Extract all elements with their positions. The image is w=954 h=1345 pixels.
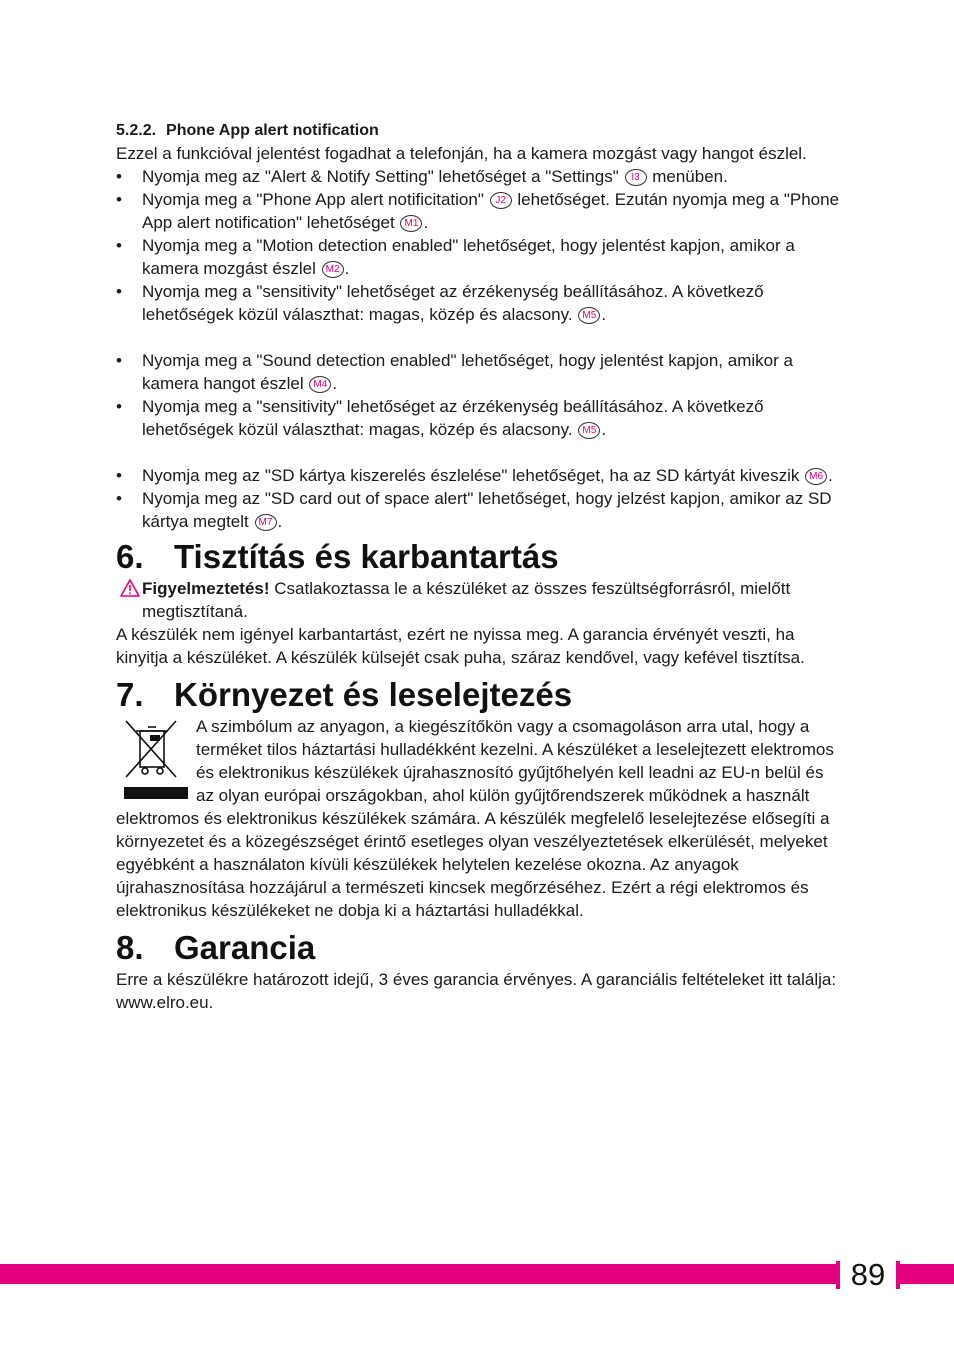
step-badge: M5 (578, 422, 600, 439)
list-item: • Nyomja meg az "SD card out of space alert" lehetőséget, hogy jelzést kapjon, amikor az SD kártya megtelt M7 . (116, 487, 844, 533)
section-body: Erre a készülékre határozott idejű, 3 éves garancia érvényes. A garanciális feltételeket itt találja: www.elro.eu. (116, 970, 837, 1012)
subsection-intro: Ezzel a funkcióval jelentést fogadhat a telefonján, ha a kamera mozgást vagy hangot észlel. (116, 144, 807, 163)
section-heading (116, 537, 844, 577)
step-badge: M6 (805, 468, 827, 485)
section-heading (116, 675, 844, 715)
list-item: • Nyomja meg a "sensitivity" lehetőséget az érzékenység beállításához. A következő lehetőségek közül választhat: magas, közép és alacsony. M5 . (116, 395, 844, 441)
section-number: 7. (116, 676, 144, 713)
warning-label: Figyelmeztetés! (142, 579, 270, 598)
subsection-number: 5.2.2. (116, 122, 157, 139)
list-item: • Nyomja meg a "sensitivity" lehetőséget az érzékenység beállításához. A következő lehetőségek közül választhat: magas, közép és alacsony. M5 . (116, 280, 844, 326)
list-item: • Nyomja meg a "Phone App alert notificitation" J2 lehetőséget. Ezután nyomja meg a "Phone App alert notification" lehetőséget M1 . (116, 188, 844, 234)
spacer (116, 326, 844, 349)
footer-bar (0, 1264, 954, 1284)
instruction-list (116, 464, 844, 533)
section-title: Környezet és leselejtezés (174, 676, 573, 713)
section-body: A szimbólum az anyagon, a kiegészítőkön vagy a csomagoláson arra utal, hogy a terméket tilos háztartási hulladékként kezelni. A készüléket a leselejtezett elektromos és elektronikus készülékek újrahasznosító gyűjtőhelyén kell leadni az EU-n belül és az olyan európai országokban, ahol külön gyűjtőrendszerek működnek a használt elektromos és elektronikus készülékek számára. A készülék megfelelő leselejtezése elősegíti a környezetet és a közegészséget érintő esetleges olyan veszélyeztetések elkerülését, melyeket egyébként a használaton kívüli készülékek helytelen kezelése okozna. Az anyagok újrahasznosítása hozzájárul a természeti kincsek megőrzéséhez. Ezért a régi elektromos és elektronikus készülékeket ne dobja ki a háztartási hulladékkal. (116, 717, 834, 920)
disposal-paragraph (116, 715, 844, 922)
step-badge: I3 (625, 169, 647, 186)
warning-text: Csatlakoztassa le a készüléket az összes feszültségforrásról, mielőtt megtisztítaná. (142, 579, 791, 621)
warning-triangle-icon (120, 579, 140, 603)
list-item: • Nyomja meg az "SD kártya kiszerelés észlelése" lehetőséget, ha az SD kártyát kiveszik M6 . (116, 464, 844, 487)
section-number: 6. (116, 538, 144, 575)
page-number: 89 (850, 1257, 886, 1292)
list-item: • Nyomja meg a "Sound detection enabled" lehetőséget, hogy jelentést kapjon, amikor a kamera hangot észlel M4 . (116, 349, 844, 395)
instruction-list (116, 165, 844, 326)
crossed-out-wheelie-bin-icon (122, 717, 188, 803)
step-badge: M2 (322, 261, 344, 278)
section-heading (116, 928, 844, 968)
step-badge: M5 (578, 307, 600, 324)
instruction-list (116, 349, 844, 441)
step-badge: M7 (255, 514, 277, 531)
list-item: • Nyomja meg a "Motion detection enabled" lehetőséget, hogy jelentést kapjon, amikor a kamera mozgást észlel M2 . (116, 234, 844, 280)
step-badge: M1 (400, 215, 422, 232)
warning-notice (116, 577, 844, 623)
step-badge: J2 (490, 192, 512, 209)
page-content (116, 120, 844, 1014)
section-number: 8. (116, 929, 144, 966)
section-title: Tisztítás és karbantartás (174, 538, 559, 575)
subsection-title: Phone App alert notification (166, 122, 379, 139)
list-item: • Nyomja meg az "Alert & Notify Setting" lehetőséget a "Settings" I3 menüben. (116, 165, 844, 188)
spacer (116, 441, 844, 464)
step-badge: M4 (309, 376, 331, 393)
subsection-heading (116, 120, 844, 142)
section-body: A készülék nem igényel karbantartást, ezért ne nyissa meg. A garancia érvényét veszti, ha kinyitja a készüléket. A készülék külsejét csak puha, száraz kendővel, vagy kefével tisztítsa. (116, 625, 805, 667)
section-title: Garancia (174, 929, 316, 966)
